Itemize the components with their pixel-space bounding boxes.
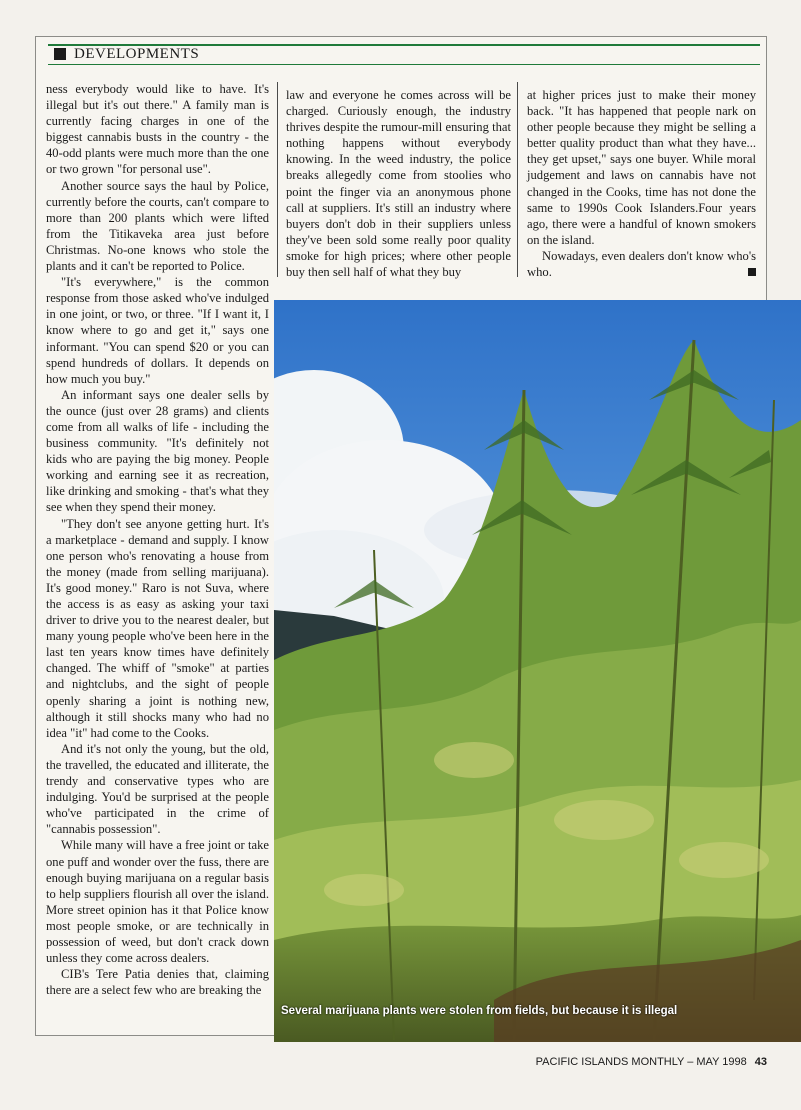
article-column-1 xyxy=(46,81,269,998)
section-square-icon xyxy=(54,48,66,60)
paragraph: law and everyone he comes across will be charged. Curiously enough, the industry thrives despite the rumour-mill ensuring that nothing happens without everybody knowing. In the weed industry, the police breaks allegedly come from stoolies who point the finger via an anonymous phone call at suppliers. It's still an industry where buyers don't dob in their suppliers unless they've been sold some really poor quality smoke for high prices; where other people buy then sell half of what they buy xyxy=(286,88,511,280)
paragraph-end xyxy=(527,248,756,280)
section-title: DEVELOPMENTS xyxy=(74,46,200,62)
paragraph: ness everybody would like to have. It's illegal but it's out there." A family man is currently facing charges in one of the biggest cannabis busts in the country - the 40-odd plants were much more than the one or two grown "for personal use". xyxy=(46,82,269,177)
end-of-article-square-icon xyxy=(748,268,756,276)
paragraph: "They don't see anyone getting hurt. It's a marketplace - demand and supply. I know one person who's renovating a house from the money (made from selling marijuana). It's good money." Raro is not Suva, where the access is as easy as asking your taxi driver to drive you to the nearest dealer, but many young people who've been here in the last ten years know times have definitely changed. The whiff of "smoke" at parties and nightclubs, and the sight of people openly sharing a joint is nothing new, although it still shocks many who had no idea "it" had come to the Cooks. xyxy=(46,516,269,740)
paragraph: Another source says the haul by Police, currently before the courts, can't compare to more than 200 plants which were lifted from the Titikaveka area just before Christmas. No-one knows who stole the plants and it can't be reported to Police. xyxy=(46,178,269,274)
publication-name: PACIFIC ISLANDS MONTHLY – MAY 1998 xyxy=(535,1056,747,1068)
section-header xyxy=(48,44,760,66)
article-column-3 xyxy=(527,87,756,280)
paragraph: An informant says one dealer sells by the ounce (just over 28 grams) and clients come from all walks of life - including the business community. "It's definitely not kids who are paying the big money. People working and earning see it as recreation, like drinking and smoking - that's what they see when they spend their money. xyxy=(46,387,269,515)
marijuana-field-photo xyxy=(274,300,801,1042)
paragraph: And it's not only the young, but the old, the travelled, the educated and illiterate, the trendy and conservative types who are indulging. You'd be surprised at the people who've participated in the crime of "cannabis possession". xyxy=(46,741,269,837)
column-divider xyxy=(277,82,278,277)
photo-caption: Several marijuana plants were stolen from fields, but because it is illegal xyxy=(281,1005,678,1017)
page-footer xyxy=(536,1056,767,1068)
paragraph: While many will have a free joint or take one puff and wonder over the fuss, there are enough buying marijuana on a regular basis to help suppliers flourish all over the island. More street opinion has it that Police know most people smoke, or are technically in possession of weed, but don't crack down unless they come across dealers. xyxy=(46,838,269,966)
paragraph: "It's everywhere," is the common response from those asked who've indulged in one joint, or two, or three. "If I want it, I know where to go and get it," says one informant. "You can spend $20 or you can spend hundreds of dollars. It depends on how much you buy." xyxy=(46,275,269,386)
column-divider xyxy=(517,82,518,277)
paragraph: CIB's Tere Patia denies that, claiming there are a select few who are breaking the xyxy=(46,967,269,998)
paragraph: Nowadays, even dealers don't know who's who. xyxy=(527,248,756,280)
page-number: 43 xyxy=(754,1056,767,1068)
section-rule-bottom xyxy=(48,64,760,65)
article-column-2 xyxy=(286,87,511,280)
paragraph: at higher prices just to make their money back. "It has happened that people nark on other people because they might be selling a better quality product than what they have... they get upset," says one buyer. While moral judgement and laws on cannabis have not changed in the Cooks, time has not done the same to 1990s Cook Islanders.Four years ago, there were a handful of known smokers on the island. xyxy=(527,88,756,247)
